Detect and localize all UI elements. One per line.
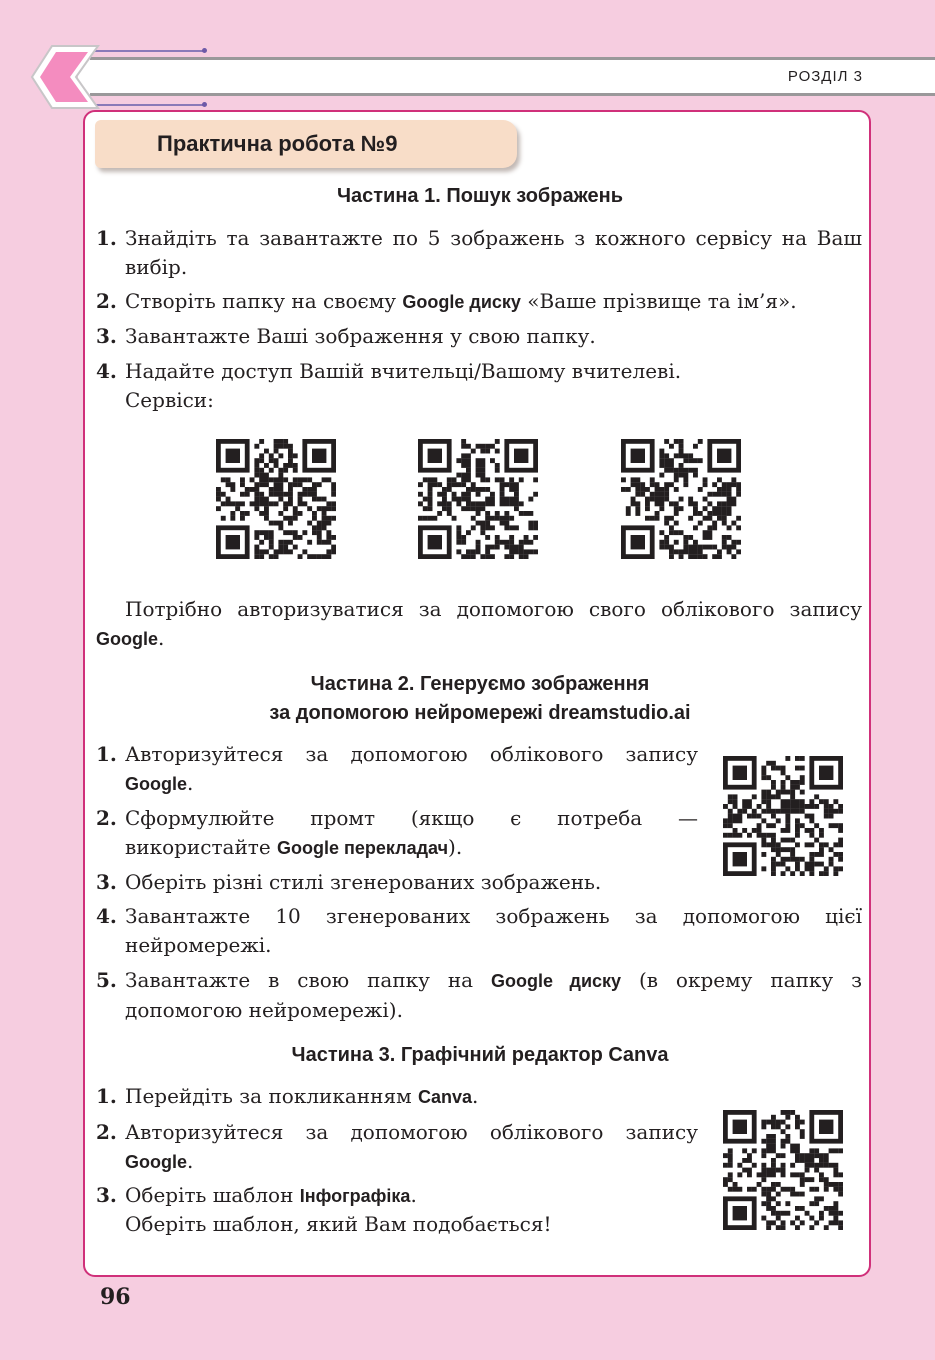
item-text: Перейдіть за покликанням Canva.	[125, 1084, 479, 1108]
page-number: 96	[100, 1284, 131, 1310]
list-item: 1. Авторизуйтеся за допомогою облікового запису Google.	[96, 742, 698, 795]
qr-code-icon[interactable]	[723, 1110, 843, 1230]
item-number: 2.	[96, 806, 117, 830]
header-rule-top	[90, 57, 935, 60]
closing-line: Оберіть шаблон, який Вам подобається!	[125, 1212, 552, 1236]
item-text: Авторизуйтеся за допомогою облікового запису	[125, 1120, 698, 1144]
item-number: 2.	[96, 289, 117, 313]
item-number: 4.	[96, 904, 117, 928]
item-number: 3.	[96, 324, 117, 348]
part2-title: Частина 2. Генеруємо зображення за допомогою нейромережі dreamstudio.ai	[269, 673, 691, 724]
qr-code-icon[interactable]	[723, 756, 843, 876]
part1-title: Частина 1. Пошук зображень	[336, 185, 624, 207]
item-text: Завантажте Ваші зображення у свою папку.	[125, 324, 596, 348]
item-text: Завантажте 10 згенерованих зображень за допомогою цієї нейромережі.	[125, 904, 862, 957]
list-item	[96, 357, 862, 386]
item-number: 3.	[96, 870, 117, 894]
item-text: Створіть папку на своєму Google диску «Ваше прізвище та ім’я».	[125, 289, 797, 313]
list-item	[96, 322, 862, 351]
item-number: 2.	[96, 1120, 117, 1144]
qr-code-icon[interactable]	[418, 439, 538, 559]
section-label: РОЗДІЛ 3	[787, 68, 863, 85]
decor-dot	[202, 48, 207, 53]
item-number: 1.	[96, 226, 117, 250]
item-text: Оберіть різні стилі згенерованих зображень.	[125, 870, 602, 894]
list-item	[96, 902, 862, 960]
chevron-left-icon	[30, 44, 100, 110]
item-number: 1.	[96, 742, 117, 766]
list-item	[96, 1082, 698, 1112]
item-text: Знайдіть та завантажте по 5 зображень з кожного сервісу на Ваш вибір.	[125, 226, 862, 279]
item-text: Надайте доступ Вашій вчительці/Вашому вчителеві.	[125, 359, 682, 383]
auth-note: Потрібно авторизуватися за допомогою свого облікового запису Google.	[96, 597, 862, 650]
services-label: Сервіси:	[125, 388, 214, 412]
item-text: Авторизуйтеся за допомогою облікового запису	[125, 742, 698, 766]
decor-dot	[202, 102, 207, 107]
qr-code-icon[interactable]	[621, 439, 741, 559]
list-item: 2. Авторизуйтеся за допомогою облікового запису Google.	[96, 1120, 698, 1173]
list-item	[96, 224, 862, 282]
decor-line	[92, 104, 204, 106]
part3-title: Частина 3. Графічний редактор Canva	[291, 1044, 669, 1066]
list-item	[96, 966, 862, 1025]
item-number: 5.	[96, 968, 117, 992]
list-item	[96, 287, 862, 317]
list-item	[96, 1181, 698, 1211]
page-title: Практична робота №9	[95, 120, 517, 168]
item-text: Сформулюйте промт (якщо є потреба — використайте Google перекладач).	[125, 806, 698, 859]
item-number: 4.	[96, 359, 117, 383]
item-text: Завантажте в свою папку на Google диску (в окрему папку з допомогою нейромережі).	[125, 968, 862, 1022]
item-text: Оберіть шаблон Інфографіка.	[125, 1183, 417, 1207]
item-number: 3.	[96, 1183, 117, 1207]
header-rule-bottom	[90, 93, 935, 96]
decor-line	[92, 50, 204, 52]
qr-code-icon[interactable]	[216, 439, 336, 559]
item-number: 1.	[96, 1084, 117, 1108]
list-item	[96, 804, 698, 863]
